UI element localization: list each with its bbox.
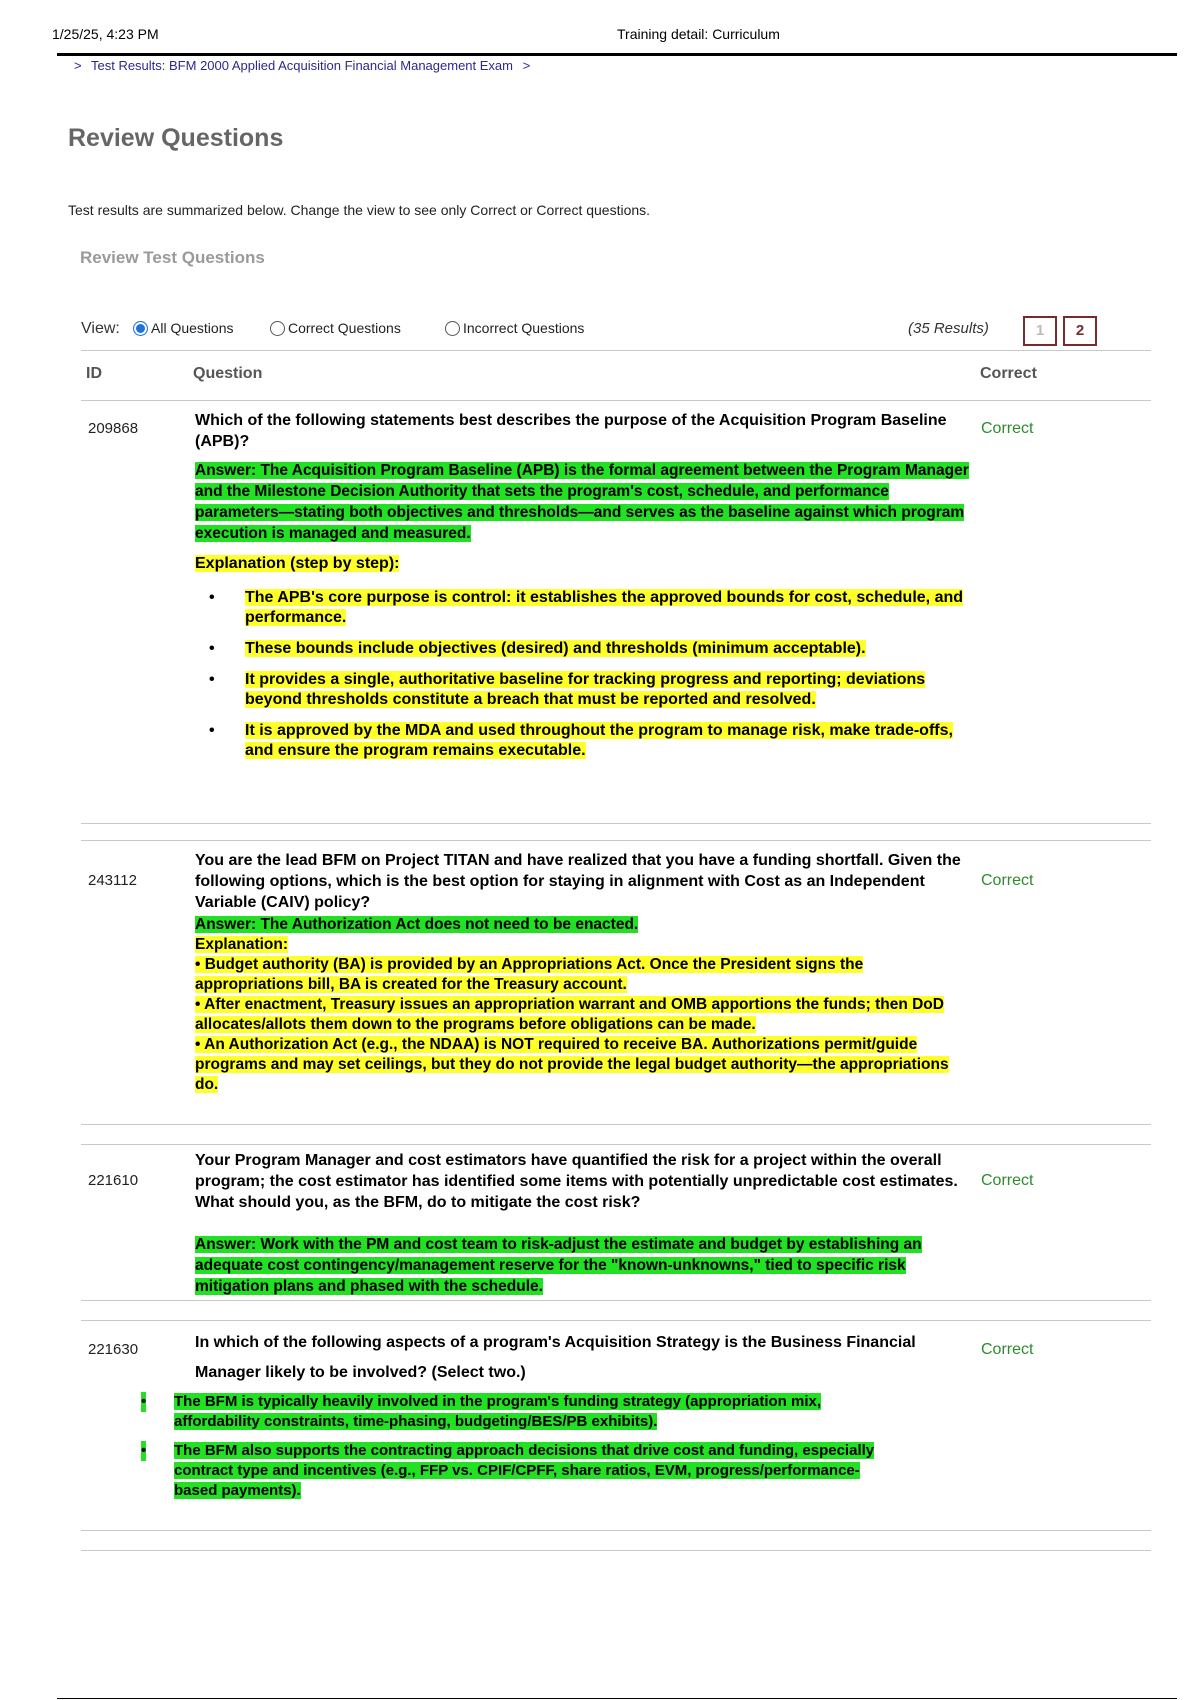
divider — [81, 1300, 1151, 1301]
view-label: View: — [81, 320, 120, 337]
breadcrumb — [74, 58, 536, 73]
divider — [81, 1530, 1151, 1531]
radio-selected-icon — [133, 321, 148, 336]
results-count: (35 Results) — [908, 320, 989, 337]
question-text: Your Program Manager and cost estimators have quantified the risk for a project within the overall program; the cost estimator has identified some items with potentially unpredictable cost estimates. What should you, as the BFM, do to mitigate the cost risk? — [195, 1152, 958, 1211]
section-title: Review Test Questions — [80, 248, 265, 267]
status-badge: Correct — [981, 420, 1034, 437]
view-filter-bar — [81, 316, 1151, 346]
question-text: Which of the following statements best describes the purpose of the Acquisition Program Baseline (APB)? — [195, 412, 947, 450]
radio-all-questions[interactable] — [133, 320, 233, 336]
answer-text — [195, 1234, 975, 1297]
breadcrumb-separator: > — [522, 58, 531, 73]
radio-label: All Questions — [151, 320, 234, 336]
answer-highlight: The BFM also supports the contracting approach decisions that drive cost and funding, especially contract type and incentives (e.g., FFP vs. CPIF/CPFF, share ratios, EVM, progress/performance-based payments). — [174, 1442, 875, 1499]
summary-text: Test results are summarized below. Change the view to see only Correct or Correct questions. — [68, 202, 651, 218]
answer-highlight: Answer: The Authorization Act does not need to be enacted. — [195, 916, 639, 933]
question-text: You are the lead BFM on Project TITAN and have realized that you have a funding shortfall. Given the following options, which is the best option for staying in alignment with Cost as an Independent Variable (CAIV) policy? — [195, 852, 961, 911]
breadcrumb-link[interactable]: Test Results: BFM 2000 Applied Acquisition Financial Management Exam — [90, 58, 513, 73]
radio-icon — [445, 321, 460, 336]
divider — [81, 840, 1151, 841]
explanation-line: • After enactment, Treasury issues an appropriation warrant and OMB apportions the funds; then DoD allocates/allots them down to the programs before obligations can be made. — [195, 996, 944, 1033]
explanation-line: • Budget authority (BA) is provided by an Appropriations Act. Once the President signs the appropriations bill, BA is created for the Treasury account. — [195, 956, 864, 993]
status-badge: Correct — [981, 1172, 1034, 1189]
radio-label: Incorrect Questions — [463, 320, 585, 336]
question-text: In which of the following aspects of a program's Acquisition Strategy is the Business Financial Manager likely to be involved? (Select two.) — [195, 1334, 916, 1381]
print-title: Training detail: Curriculum — [617, 26, 780, 42]
radio-incorrect-questions[interactable] — [445, 320, 584, 336]
bullet-icon: • — [141, 1393, 147, 1410]
page-2-button[interactable]: 2 — [1063, 316, 1097, 346]
bullet-icon: • — [141, 1442, 147, 1459]
answer-highlight: Answer: The Acquisition Program Baseline (APB) is the formal agreement between the Program Manager and the Milestone Decision Authority that sets the program's cost, schedule, and performance parameters—stating both objectives and thresholds—and serves as the baseline against which program execution is managed and measured. — [195, 462, 969, 542]
radio-correct-questions[interactable] — [270, 320, 401, 336]
divider — [81, 400, 1151, 401]
question-id: 209868 — [88, 420, 139, 437]
question-id: 243112 — [88, 872, 137, 889]
column-header-id: ID — [86, 365, 102, 382]
column-header-status: Correct — [980, 365, 1037, 382]
divider — [81, 823, 1151, 824]
page-title: Review Questions — [68, 124, 284, 152]
answer-highlight: The BFM is typically heavily involved in the program's funding strategy (appropriation mix, affordability constraints, time-phasing, budgeting/BES/PB exhibits). — [174, 1393, 822, 1430]
divider — [81, 1550, 1151, 1551]
list-item: • These bounds include objectives (desired) and thresholds (minimum acceptable). — [195, 639, 975, 659]
divider — [81, 1144, 1151, 1145]
print-date: 1/25/25, 4:23 PM — [52, 26, 159, 42]
explanation-heading: Explanation: — [195, 936, 289, 953]
column-header-question: Question — [193, 365, 263, 382]
explanation-heading: Explanation (step by step): — [195, 555, 400, 572]
question-id: 221610 — [88, 1172, 139, 1189]
explanation-block — [195, 935, 975, 1095]
radio-icon — [270, 321, 285, 336]
list-item: • It is approved by the MDA and used throughout the program to manage risk, make trade-offs, and ensure the program remains executable. — [195, 721, 975, 761]
footer-divider — [57, 1698, 1177, 1699]
divider — [81, 1320, 1151, 1321]
list-item: • The APB's core purpose is control: it establishes the approved bounds for cost, schedule, and performance. — [195, 588, 975, 628]
explanation-list — [195, 588, 975, 772]
status-badge: Correct — [981, 1341, 1034, 1358]
status-badge: Correct — [981, 872, 1034, 889]
divider — [81, 1124, 1151, 1125]
answer-highlight: Answer: Work with the PM and cost team to risk-adjust the estimate and budget by establishing an adequate cost contingency/management reserve for the "known-unknowns," tied to specific risk mitigation plans and phased with the schedule. — [195, 1236, 922, 1295]
page-1-button[interactable]: 1 — [1023, 316, 1057, 346]
answer-text — [195, 460, 975, 544]
header-divider — [57, 53, 1177, 56]
question-id: 221630 — [88, 1341, 139, 1358]
answer-text — [195, 914, 975, 935]
divider — [81, 350, 1151, 351]
list-item: • It provides a single, authoritative baseline for tracking progress and reporting; deviations beyond thresholds constitute a breach that must be reported and resolved. — [195, 670, 975, 710]
explanation-line: • An Authorization Act (e.g., the NDAA) is NOT required to receive BA. Authorizations permit/guide programs and may set ceilings, but they do not provide the legal budget authority—the appropriations do. — [195, 1036, 949, 1093]
radio-label: Correct Questions — [288, 320, 401, 336]
breadcrumb-separator: > — [74, 58, 82, 73]
